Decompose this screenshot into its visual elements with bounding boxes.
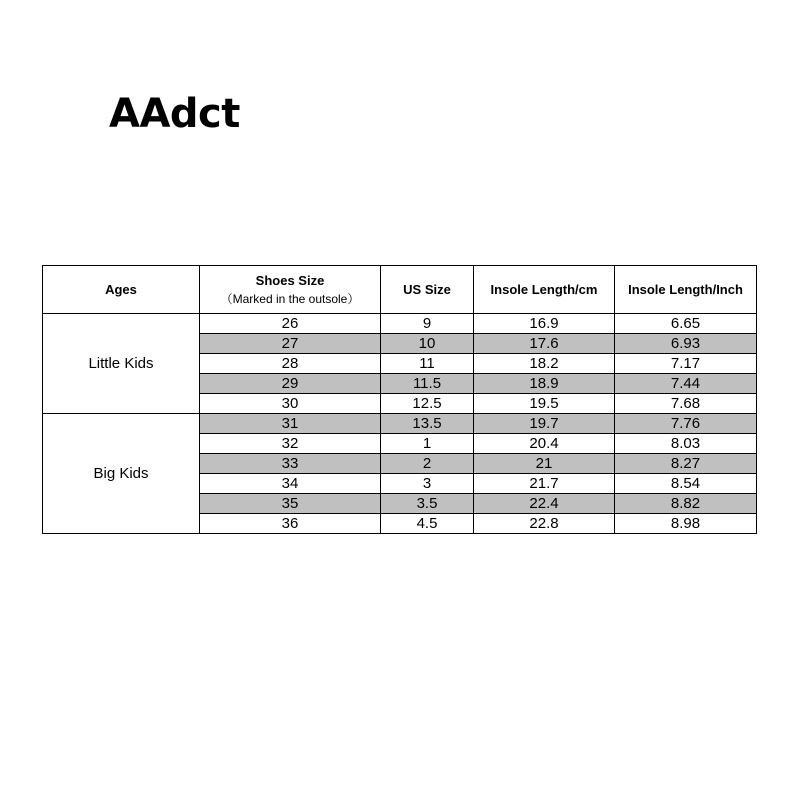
cell-us-size: 1 [381,434,474,454]
header-insole-cm: Insole Length/cm [474,266,615,314]
cell-insole-cm: 18.9 [474,374,615,394]
cell-insole-inch: 7.76 [615,414,757,434]
size-chart-table [42,265,757,534]
cell-shoe-size: 29 [200,374,381,394]
header-us-size: US Size [381,266,474,314]
cell-insole-cm: 20.4 [474,434,615,454]
cell-insole-cm: 19.7 [474,414,615,434]
cell-us-size: 11.5 [381,374,474,394]
cell-insole-inch: 6.65 [615,314,757,334]
cell-insole-cm: 21 [474,454,615,474]
cell-insole-inch: 8.54 [615,474,757,494]
cell-insole-inch: 7.68 [615,394,757,414]
cell-us-size: 4.5 [381,514,474,534]
cell-shoe-size: 36 [200,514,381,534]
cell-shoe-size: 35 [200,494,381,514]
cell-us-size: 3.5 [381,494,474,514]
cell-insole-cm: 22.4 [474,494,615,514]
cell-shoe-size: 28 [200,354,381,374]
cell-insole-inch: 6.93 [615,334,757,354]
age-group-label: Little Kids [43,314,200,414]
cell-insole-cm: 17.6 [474,334,615,354]
cell-insole-inch: 7.17 [615,354,757,374]
header-insole-inch: Insole Length/Inch [615,266,757,314]
cell-us-size: 2 [381,454,474,474]
header-shoes-size [200,266,381,314]
header-shoes-size-note: （Marked in the outsole） [220,291,360,306]
cell-insole-inch: 8.27 [615,454,757,474]
size-chart-body [43,314,757,534]
header-shoes-size-label: Shoes Size [255,272,325,288]
cell-us-size: 9 [381,314,474,334]
cell-shoe-size: 32 [200,434,381,454]
cell-us-size: 13.5 [381,414,474,434]
cell-insole-inch: 8.98 [615,514,757,534]
cell-us-size: 10 [381,334,474,354]
cell-shoe-size: 27 [200,334,381,354]
cell-insole-cm: 21.7 [474,474,615,494]
cell-us-size: 3 [381,474,474,494]
cell-us-size: 11 [381,354,474,374]
cell-shoe-size: 30 [200,394,381,414]
cell-insole-inch: 8.82 [615,494,757,514]
cell-insole-inch: 8.03 [615,434,757,454]
table-row [43,314,757,334]
cell-insole-cm: 19.5 [474,394,615,414]
cell-insole-cm: 22.8 [474,514,615,534]
brand-logo-text: AAdct [109,91,240,137]
cell-shoe-size: 31 [200,414,381,434]
cell-insole-inch: 7.44 [615,374,757,394]
cell-insole-cm: 18.2 [474,354,615,374]
cell-insole-cm: 16.9 [474,314,615,334]
cell-shoe-size: 26 [200,314,381,334]
cell-shoe-size: 34 [200,474,381,494]
header-row [43,266,757,314]
header-ages: Ages [43,266,200,314]
cell-us-size: 12.5 [381,394,474,414]
table-row [43,414,757,434]
cell-shoe-size: 33 [200,454,381,474]
age-group-label: Big Kids [43,414,200,534]
